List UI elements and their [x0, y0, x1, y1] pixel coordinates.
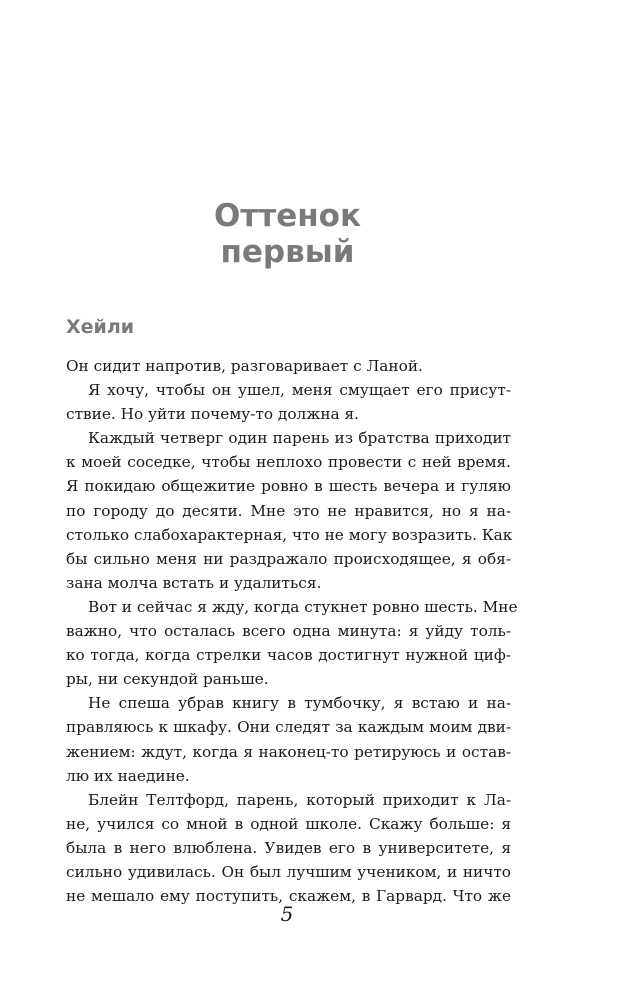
chapter-title: [0, 198, 571, 270]
text-line: по городу до десяти. Мне это не нравится, но я на-: [66, 501, 511, 520]
text-line: Я хочу, чтобы он ушел, меня смущает его присут-: [88, 381, 511, 400]
text-line: была в него влюблена. Увидев его в университете, я: [66, 838, 511, 857]
text-line: зана молча встать и удалиться.: [66, 573, 322, 592]
narrator-heading: Хейли: [66, 316, 135, 338]
text-line: бы сильно меня ни раздражало происходящее, я обя-: [66, 549, 511, 568]
text-line: лю их наедине.: [66, 766, 190, 785]
text-line: столько слабохарактерная, что не могу возразить. Как: [66, 525, 513, 544]
text-line: Я покидаю общежитие ровно в шесть вечера и гуляю: [66, 477, 511, 496]
text-line: ствие. Но уйти почему-то должна я.: [66, 405, 360, 424]
text-line: ры, ни секундой раньше.: [66, 670, 269, 689]
text-line: Каждый четверг один парень из братства приходит: [88, 429, 511, 448]
text-line: Не спеша убрав книгу в тумбочку, я встаю и на-: [88, 694, 511, 713]
text-line: Он сидит напротив, разговаривает с Ланой.: [66, 357, 423, 375]
text-line: важно, что осталась всего одна минута: я уйду толь-: [66, 622, 511, 641]
text-line: не, учился со мной в одной школе. Скажу больше: я: [66, 814, 511, 833]
text-line: ко тогда, когда стрелки часов достигнут нужной циф-: [66, 646, 511, 665]
text-line: к моей соседке, чтобы неплохо провести с ней время.: [66, 453, 511, 472]
body-text: [66, 354, 518, 908]
chapter-title-line-1: Оттенок: [213, 198, 362, 234]
text-line: правляюсь к шкафу. Они следят за каждым моим дви-: [66, 718, 511, 737]
text-line: не мешало ему поступить, скажем, в Гарвард. Что же: [66, 887, 511, 906]
text-line: сильно удивилась. Он был лучшим учеником, и ничто: [66, 862, 511, 881]
text-line: Вот и сейчас я жду, когда стукнет ровно шесть. Мне: [88, 597, 518, 616]
chapter-title-line-2: первый: [220, 234, 355, 270]
text-line: Блейн Телтфорд, парень, который приходит к Ла-: [88, 790, 511, 809]
page-number: 5: [280, 902, 294, 926]
text-line: жением: ждут, когда я наконец-то ретируюсь и остав-: [66, 742, 511, 761]
